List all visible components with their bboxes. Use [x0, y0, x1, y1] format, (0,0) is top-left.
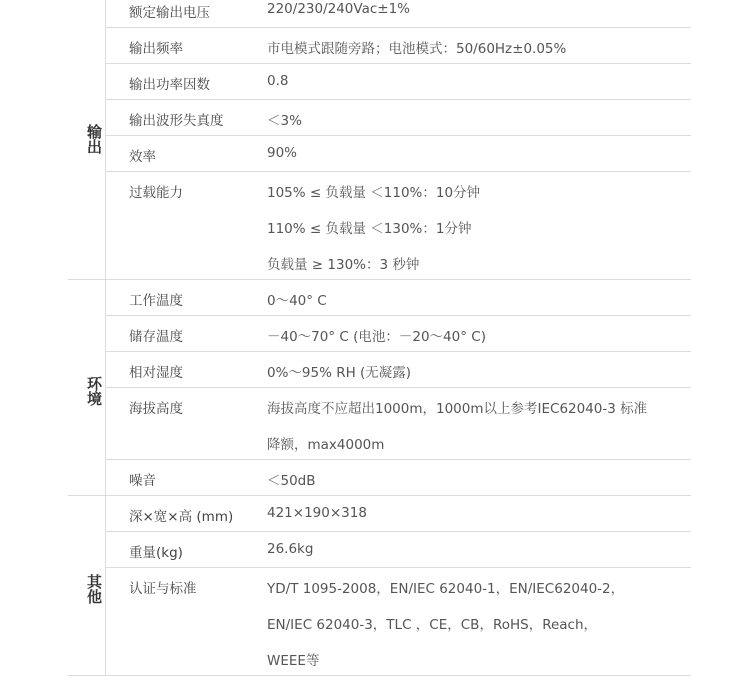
row-divider — [105, 459, 691, 460]
spec-row-name: 工作温度 — [129, 293, 183, 309]
spec-row-name: 储存温度 — [129, 329, 183, 345]
group-divider — [68, 675, 691, 676]
group-label: 其他 — [85, 574, 103, 604]
spec-row-name: 认证与标准 — [129, 581, 197, 597]
group-divider — [68, 279, 691, 280]
row-divider — [105, 63, 691, 64]
spec-row-value: 0.8 — [267, 73, 289, 89]
spec-row-name: 额定输出电压 — [129, 5, 210, 21]
column-divider — [105, 279, 106, 495]
row-divider — [105, 135, 691, 136]
spec-row-value: 105% ≤ 负载量 ＜110%：10分钟 — [267, 185, 481, 201]
spec-row-value: 90% — [267, 145, 298, 161]
spec-row-name: 噪音 — [129, 473, 156, 489]
spec-row-value: 0～40° C — [267, 293, 327, 309]
spec-row-value: 220/230/240Vac±1% — [267, 1, 411, 17]
group-label: 环境 — [85, 376, 103, 406]
spec-row-value: EN/IEC 62040-3，TLC ，CE，CB，RoHS，Reach， — [267, 617, 598, 633]
group-label: 输出 — [85, 124, 103, 154]
column-divider — [105, 495, 106, 675]
spec-row-name: 相对湿度 — [129, 365, 183, 381]
spec-row-name: 输出功率因数 — [129, 77, 210, 93]
spec-row-value: 海拔高度不应超出1000m，1000m以上参考IEC62040-3 标准 — [267, 401, 648, 417]
spec-row-value: 降额，max4000m — [267, 437, 385, 453]
row-divider — [105, 99, 691, 100]
spec-row-value: ＜3% — [267, 113, 302, 129]
spec-row-value: YD/T 1095-2008，EN/IEC 62040-1，EN/IEC62040-2， — [267, 581, 625, 597]
group-divider — [68, 495, 691, 496]
spec-row-name: 海拔高度 — [129, 401, 183, 417]
spec-row-value: 负载量 ≥ 130%：3 秒钟 — [267, 257, 420, 273]
spec-row-value: 0%～95% RH (无凝露) — [267, 365, 412, 381]
spec-row-name: 输出波形失真度 — [129, 113, 224, 129]
spec-row-name: 深×宽×高 (mm) — [129, 509, 234, 525]
spec-row-value: 26.6kg — [267, 541, 314, 557]
row-divider — [105, 567, 691, 568]
spec-row-name: 输出频率 — [129, 41, 183, 57]
spec-row-value: 421×190×318 — [267, 505, 367, 521]
spec-row-name: 效率 — [129, 149, 156, 165]
spec-row-name: 重量(kg) — [129, 545, 183, 561]
row-divider — [105, 351, 691, 352]
row-divider — [105, 531, 691, 532]
row-divider — [105, 171, 691, 172]
spec-row-value: －40～70° C (电池：－20～40° C) — [267, 329, 486, 345]
spec-row-value: 市电模式跟随旁路；电池模式：50/60Hz±0.05% — [267, 41, 567, 57]
column-divider — [105, 0, 106, 279]
spec-row-value: 110% ≤ 负载量 ＜130%：1分钟 — [267, 221, 472, 237]
row-divider — [105, 387, 691, 388]
spec-row-value: ＜50dB — [267, 473, 316, 489]
row-divider — [105, 315, 691, 316]
row-divider — [105, 27, 691, 28]
spec-row-value: WEEE等 — [267, 653, 320, 669]
spec-row-name: 过载能力 — [129, 185, 183, 201]
